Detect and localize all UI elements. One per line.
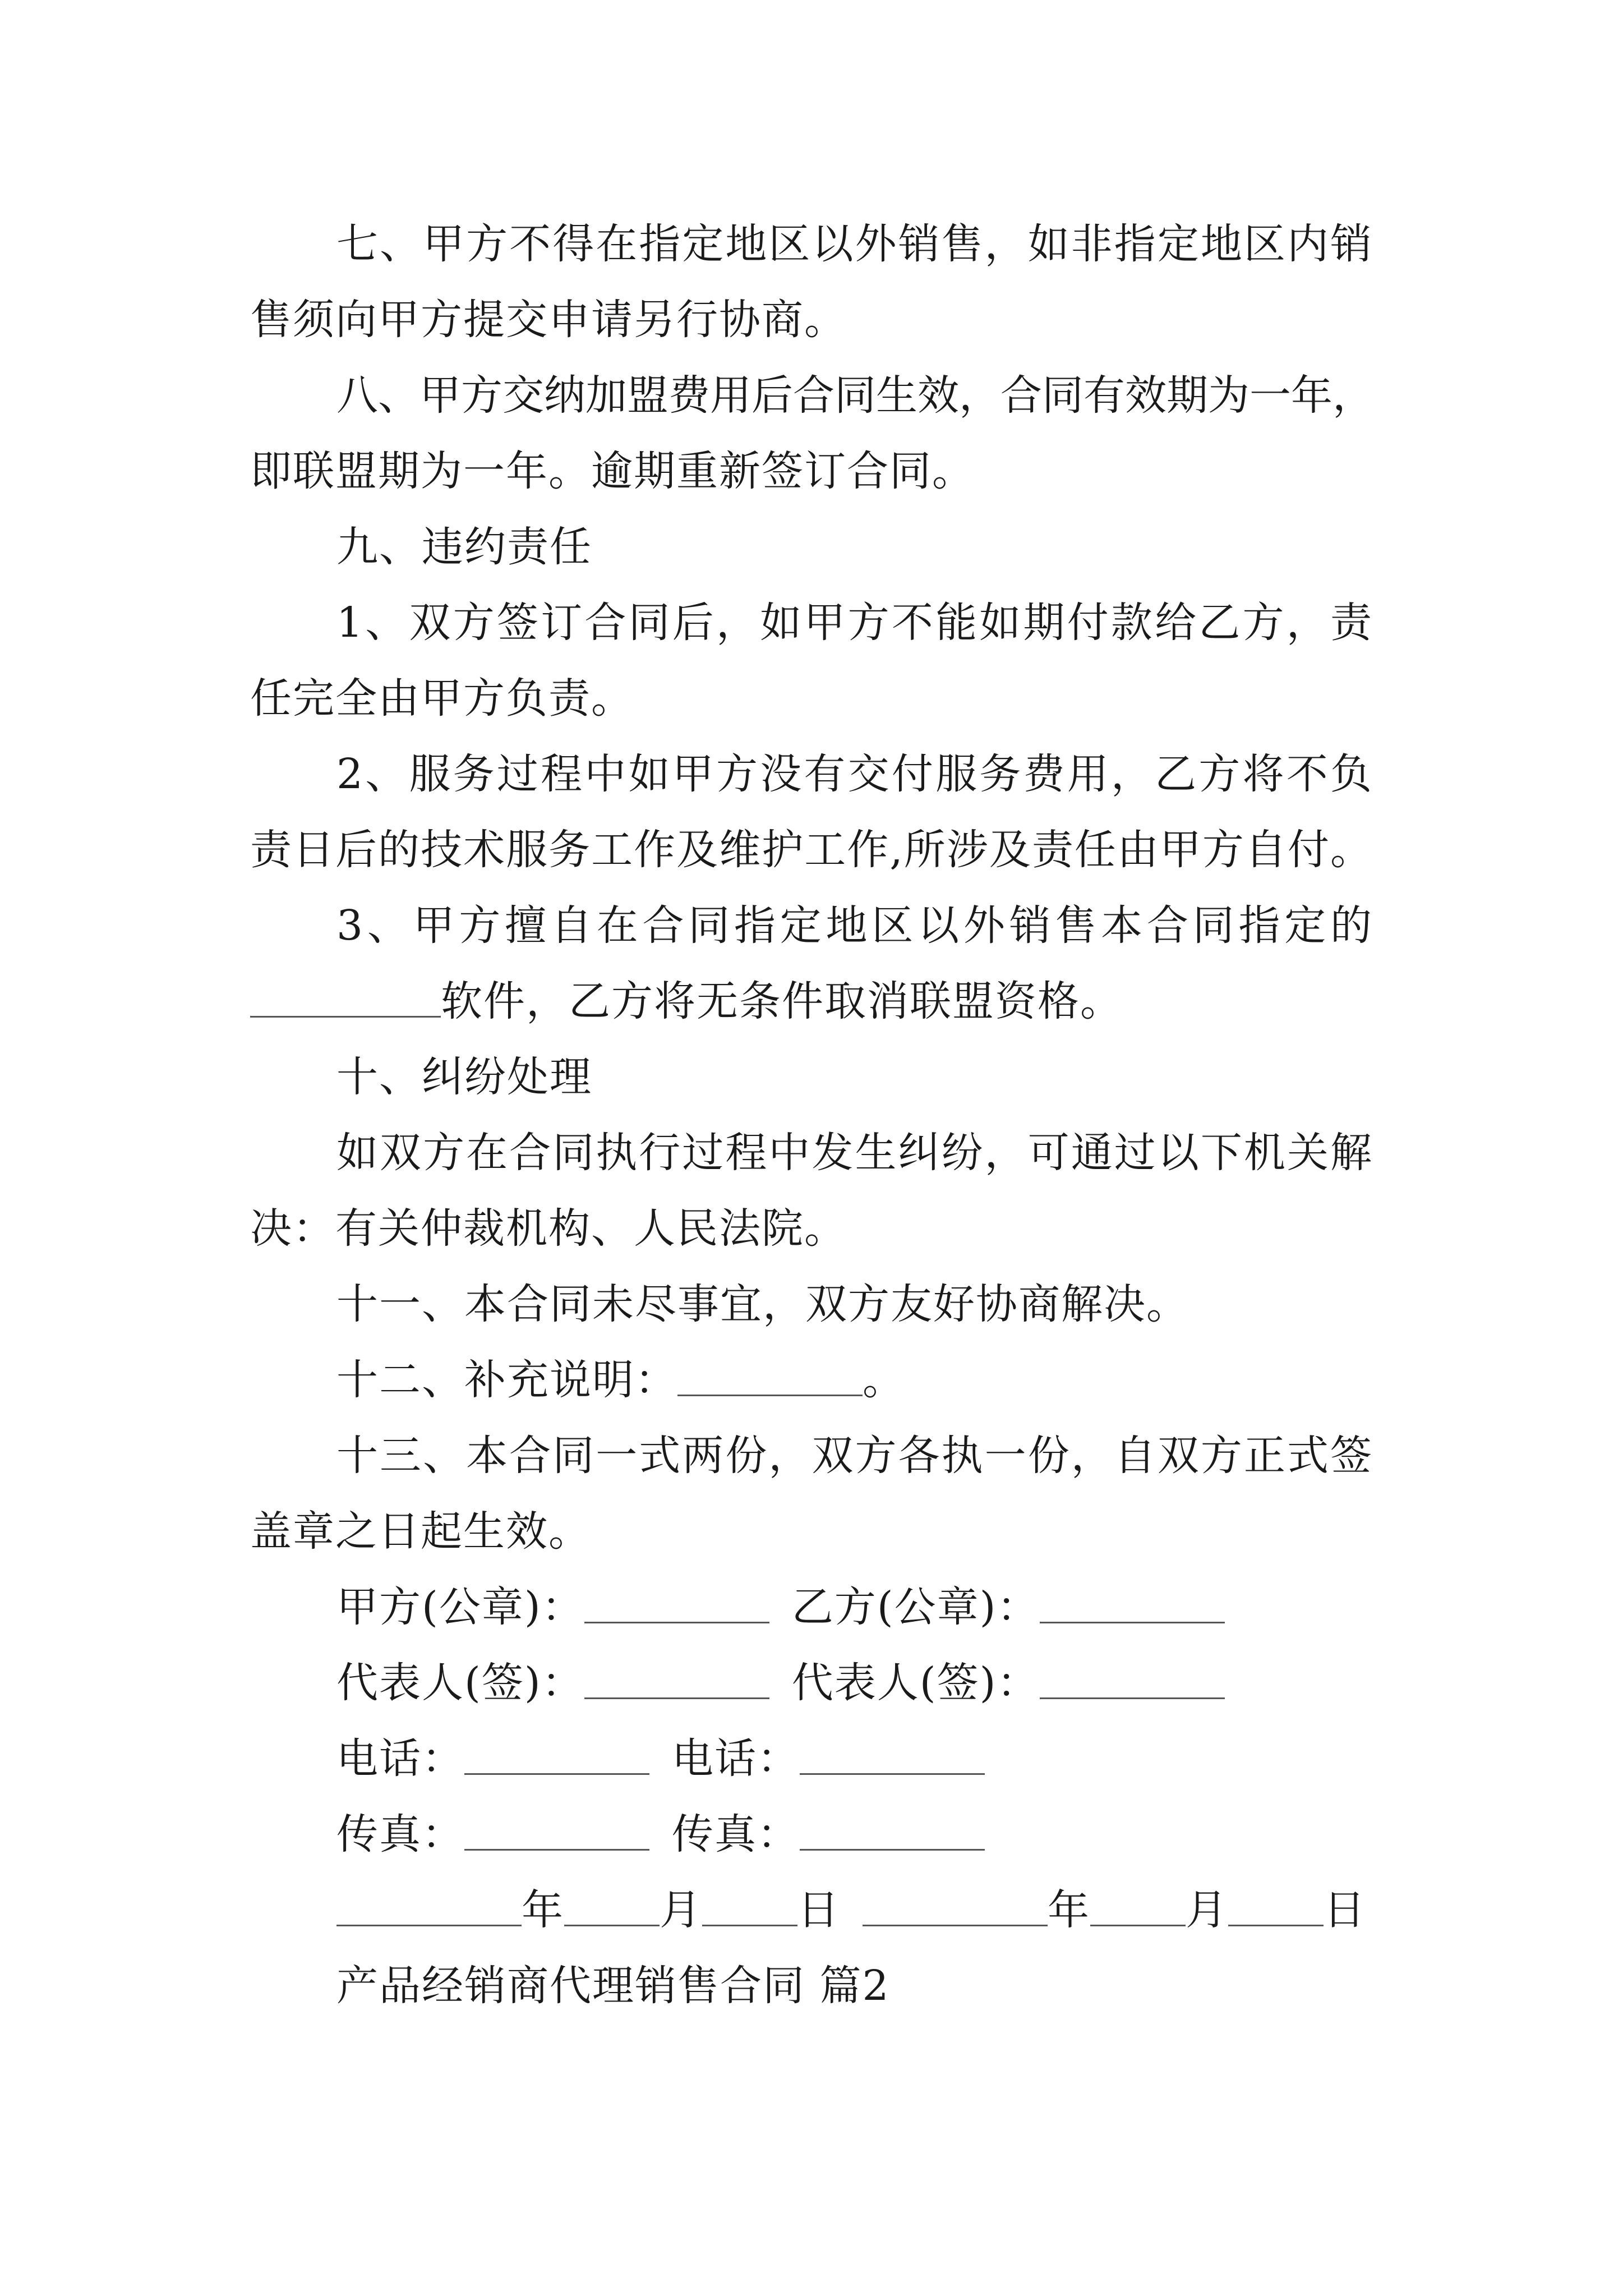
clause-9-heading: 九、违约责任 (336, 523, 592, 571)
seal-row (336, 1579, 1225, 1635)
clause-9-3-line-2 (250, 973, 1123, 1029)
clause-9-3-line-1: 3、甲方擅自在合同指定地区以外销售本合同指定的 (336, 901, 1372, 950)
clause-9-1-line-2: 任完全由甲方负责。 (250, 674, 634, 723)
party-a-seal-blank (584, 1582, 769, 1623)
clause-8-line-1: 八、甲方交纳加盟费用后合同生效，合同有效期为一年， (336, 371, 1374, 420)
phone-row (336, 1731, 985, 1787)
clause-12-end: 。 (863, 1356, 905, 1404)
day-label-b: 日 (1324, 1886, 1366, 1934)
party-a-year-blank (336, 1885, 522, 1926)
clause-10-line-1: 如双方在合同执行过程中发生纠纷，可通过以下机关解 (336, 1129, 1372, 1177)
clause-9-1-line-1: 1、双方签订合同后，如甲方不能如期付款给乙方，责 (336, 599, 1372, 647)
year-label-a: 年 (522, 1886, 564, 1934)
month-label-a: 月 (660, 1886, 702, 1934)
supplement-blank (677, 1355, 863, 1396)
clause-7-line-1: 七、甲方不得在指定地区以外销售，如非指定地区内销 (336, 220, 1372, 268)
party-a-seal-label: 甲方(公章)： (336, 1583, 584, 1631)
clause-9-2-line-2: 责日后的技术服务工作及维护工作,所涉及责任由甲方自付。 (250, 826, 1372, 874)
day-label-a: 日 (797, 1886, 840, 1934)
party-a-day-blank (702, 1885, 797, 1926)
clause-7-line-2: 售须向甲方提交申请另行协商。 (250, 296, 847, 344)
clause-9-3-text: 软件，乙方将无条件取消联盟资格。 (441, 977, 1123, 1025)
party-b-year-blank (863, 1885, 1048, 1926)
party-a-month-blank (564, 1885, 660, 1926)
clause-13-line-2: 盖章之日起生效。 (250, 1507, 591, 1556)
party-a-phone-label: 电话： (336, 1734, 464, 1783)
clause-13-line-1: 十三、本合同一式两份，双方各执一份，自双方正式签 (336, 1432, 1372, 1480)
party-b-rep-blank (1040, 1658, 1225, 1699)
party-b-phone-label: 电话： (672, 1734, 800, 1783)
party-a-rep-label: 代表人(签)： (336, 1659, 584, 1707)
representative-row (336, 1655, 1225, 1711)
party-b-seal-label: 乙方(公章)： (791, 1583, 1040, 1631)
party-b-month-blank (1090, 1885, 1186, 1926)
fax-row (336, 1806, 985, 1862)
year-label-b: 年 (1048, 1886, 1090, 1934)
blank-field (250, 977, 441, 1018)
party-b-rep-label: 代表人(签)： (791, 1659, 1040, 1707)
clause-9-2-line-1: 2、服务过程中如甲方没有交付服务费用，乙方将不负 (336, 750, 1372, 798)
party-a-fax-blank (464, 1810, 649, 1851)
clause-8-line-2: 即联盟期为一年。逾期重新签订合同。 (250, 447, 975, 495)
party-b-fax-blank (800, 1810, 985, 1851)
clause-10-line-2: 决：有关仲裁机构、人民法院。 (250, 1204, 847, 1253)
party-b-phone-blank (800, 1734, 985, 1775)
clause-12-label: 十二、补充说明： (336, 1356, 677, 1404)
party-a-rep-blank (584, 1658, 769, 1699)
party-b-fax-label: 传真： (672, 1810, 800, 1858)
party-a-fax-label: 传真： (336, 1810, 464, 1858)
next-section-title: 产品经销商代理销售合同 篇2 (336, 1962, 890, 2010)
clause-10-heading: 十、纠纷处理 (336, 1053, 592, 1101)
month-label-b: 月 (1186, 1886, 1228, 1934)
clause-11: 十一、本合同未尽事宜，双方友好协商解决。 (336, 1280, 1189, 1328)
party-b-seal-blank (1040, 1582, 1225, 1623)
date-row (336, 1882, 1366, 1938)
party-b-day-blank (1228, 1885, 1324, 1926)
clause-12 (336, 1352, 905, 1408)
party-a-phone-blank (464, 1734, 649, 1775)
